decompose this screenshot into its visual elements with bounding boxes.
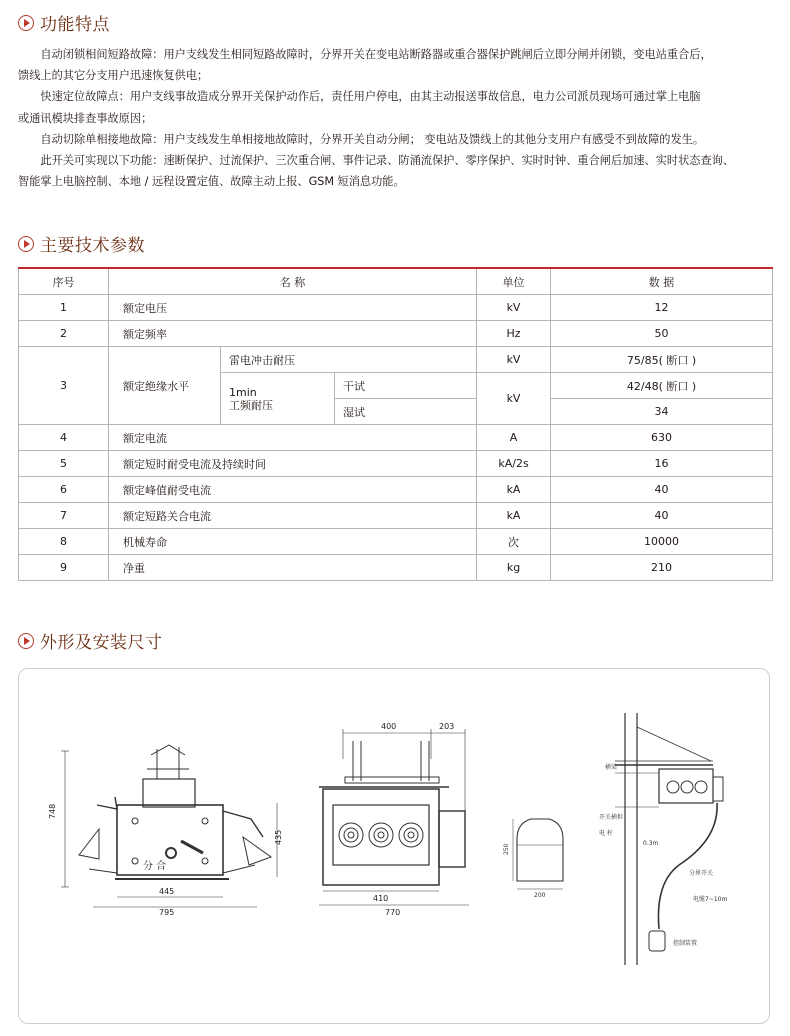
cell-wet: 湿试	[335, 399, 477, 425]
cell-no: 5	[19, 451, 109, 477]
section-title: 外形及安装尺寸	[40, 633, 163, 653]
dim-label: 435	[274, 829, 283, 845]
cell-value: 16	[551, 451, 773, 477]
section-title: 功能特点	[40, 15, 110, 35]
cell-unit: kA	[477, 503, 551, 529]
table-row	[19, 503, 773, 529]
technical-drawing	[19, 669, 769, 1023]
cell-unit: kA/2s	[477, 451, 551, 477]
cell-unit: kV	[477, 347, 551, 373]
front-view	[61, 745, 277, 907]
pole-label: 0.3m	[643, 840, 659, 847]
cell-name: 机械寿命	[109, 529, 477, 555]
cell-name: 额定短时耐受电流及持续时间	[109, 451, 477, 477]
feature-paragraph-cont: 智能掌上电脑控制、本地 / 远程设置定值、故障主动上报、GSM 短消息功能。	[18, 175, 405, 189]
feature-paragraph-cont: 或通讯模块排查事故原因；	[18, 111, 153, 125]
pole-label: 开关横担	[599, 814, 624, 821]
pole-installation-view	[615, 713, 723, 965]
pole-label: 电 杆	[599, 830, 613, 837]
section-heading-specs	[18, 231, 145, 256]
cell-unit: kV	[477, 295, 551, 321]
feature-paragraph: 自动闭锁相间短路故障：用户支线发生相同短路故障时，分界开关在变电站断路器或重合器保护跳闸后立即分闸并闭锁，变电站重合后，	[40, 48, 712, 61]
pole-label: 横梁	[605, 764, 618, 771]
cell-subname	[221, 373, 335, 425]
cell-value: 50	[551, 321, 773, 347]
cell-no: 7	[19, 503, 109, 529]
cell-unit: 次	[477, 529, 551, 555]
table-row	[19, 347, 773, 373]
features-text	[18, 44, 774, 192]
play-circle-icon	[18, 633, 34, 649]
dim-label: 400	[381, 722, 397, 731]
cell-value: 75/85( 断口 )	[551, 347, 773, 373]
dim-label: 748	[48, 803, 57, 819]
pole-label: 电缆7~10m	[693, 896, 728, 903]
section-heading-dimensions	[18, 628, 163, 653]
cell-subname: 雷电冲击耐压	[221, 347, 477, 373]
cell-name: 额定绝缘水平	[109, 347, 221, 425]
cell-no: 4	[19, 425, 109, 451]
cell-value: 630	[551, 425, 773, 451]
cell-no: 9	[19, 555, 109, 581]
drawing-frame	[18, 668, 770, 1024]
header-value: 数 据	[551, 268, 773, 295]
cell-value: 10000	[551, 529, 773, 555]
cell-unit: A	[477, 425, 551, 451]
dim-label: 770	[385, 908, 401, 917]
cell-no: 1	[19, 295, 109, 321]
table-row	[19, 555, 773, 581]
header-no: 序号	[19, 268, 109, 295]
side-view	[319, 729, 469, 905]
header-unit: 单位	[477, 268, 551, 295]
cell-value: 40	[551, 477, 773, 503]
cell-value: 12	[551, 295, 773, 321]
cell-name: 额定频率	[109, 321, 477, 347]
table-row	[19, 451, 773, 477]
cell-value: 210	[551, 555, 773, 581]
cell-name: 净重	[109, 555, 477, 581]
table-row	[19, 295, 773, 321]
section-title: 主要技术参数	[40, 236, 145, 256]
cell-unit: Hz	[477, 321, 551, 347]
cell-unit: kV	[477, 373, 551, 425]
cell-unit: kA	[477, 477, 551, 503]
cell-value: 34	[551, 399, 773, 425]
cell-subname-line: 1min	[229, 385, 257, 399]
section-heading-features	[18, 10, 110, 35]
dim-label: 203	[439, 722, 455, 731]
cell-dry: 干试	[335, 373, 477, 399]
open-close-label: 分 合	[143, 861, 167, 872]
feature-paragraph: 此开关可实现以下功能：速断保护、过流保护、三次重合闸、事件记录、防涌流保护、零序保护、实时时钟、重合闸后加速、实时状态查询、	[40, 154, 735, 168]
cell-name: 额定电流	[109, 425, 477, 451]
table-row	[19, 321, 773, 347]
cell-unit: kg	[477, 555, 551, 581]
play-circle-icon	[18, 15, 34, 31]
feature-paragraph-cont: 馈线上的其它分支用户迅速恢复供电；	[18, 69, 209, 83]
play-circle-icon	[18, 236, 34, 252]
dim-label: 795	[159, 908, 175, 917]
cell-no: 6	[19, 477, 109, 503]
spec-table	[18, 267, 773, 581]
cell-no: 2	[19, 321, 109, 347]
table-row	[19, 529, 773, 555]
dim-label: 250	[503, 843, 510, 855]
header-name: 名 称	[109, 268, 477, 295]
cell-name: 额定短路关合电流	[109, 503, 477, 529]
cell-name: 额定峰值耐受电流	[109, 477, 477, 503]
dim-label: 200	[534, 892, 546, 899]
pole-label: 控制装置	[673, 940, 698, 947]
cell-name: 额定电压	[109, 295, 477, 321]
pole-label: 分界开关	[689, 870, 714, 877]
table-row	[19, 477, 773, 503]
control-unit-view	[513, 819, 563, 889]
cell-value: 40	[551, 503, 773, 529]
cell-no: 8	[19, 529, 109, 555]
feature-paragraph: 自动切除单相接地故障：用户支线发生单相接地故障时，分界开关自动分闸； 变电站及馈线上的其他分支用户有感受不到故障的发生。	[40, 132, 705, 146]
table-row	[19, 425, 773, 451]
cell-value: 42/48( 断口 )	[551, 373, 773, 399]
cell-no: 3	[19, 347, 109, 425]
table-header-row	[19, 268, 773, 295]
dim-label: 410	[373, 894, 389, 903]
feature-paragraph: 快速定位故障点：用户支线事故造成分界开关保护动作后，责任用户停电，由其主动报送事故信息，电力公司派员现场可通过掌上电脑	[40, 90, 701, 104]
dim-label: 445	[159, 887, 175, 896]
cell-subname-line: 工频耐压	[229, 398, 273, 412]
